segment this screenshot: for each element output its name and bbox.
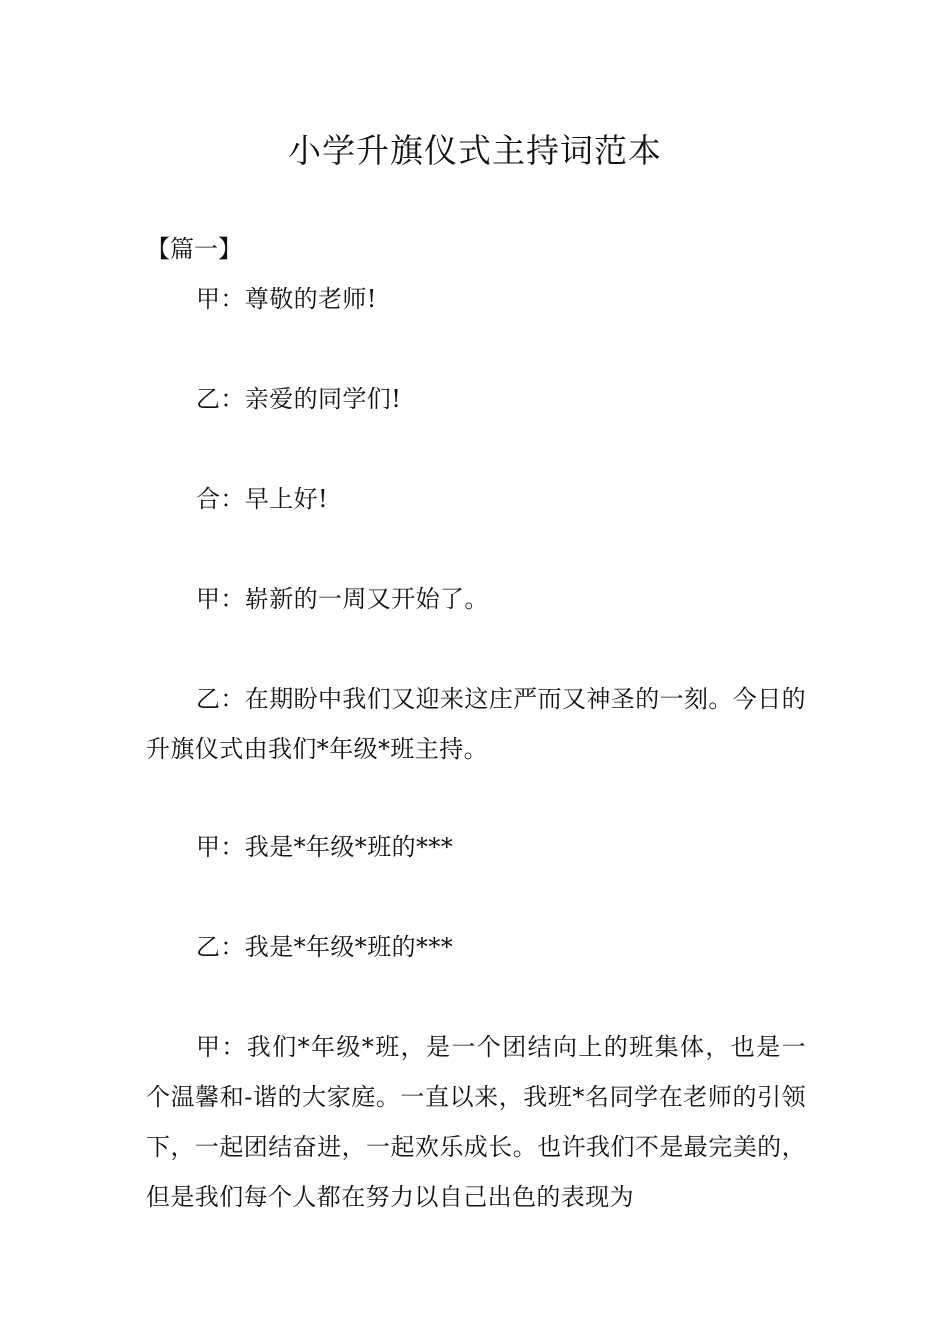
paragraph: 合：早上好! bbox=[196, 485, 329, 513]
paragraph: 甲：我是*年级*班的*** bbox=[196, 833, 454, 861]
paragraph: 乙：亲爱的同学们! bbox=[196, 385, 402, 413]
paragraph: 乙：我是*年级*班的*** bbox=[196, 933, 454, 961]
paragraph: 甲：崭新的一周又开始了。 bbox=[196, 585, 489, 613]
paragraph: 乙：在期盼中我们又迎来这庄严而又神圣的一刻。今日的升旗仪式由我们*年级*班主持。 bbox=[146, 685, 806, 763]
paragraph: 甲：我们*年级*班，是一个团结向上的班集体，也是一个温馨和-谐的大家庭。一直以来，我班*名同学在老师的引领下，一起团结奋进，一起欢乐成长。也许我们不是最完美的，但是我们每个人都在努力以自己出色的表现为 bbox=[146, 1033, 806, 1211]
document-title: 小学升旗仪式主持词范本 bbox=[288, 131, 662, 170]
section-label: 【篇一】 bbox=[146, 235, 242, 263]
paragraph: 甲：尊敬的老师! bbox=[196, 285, 377, 313]
